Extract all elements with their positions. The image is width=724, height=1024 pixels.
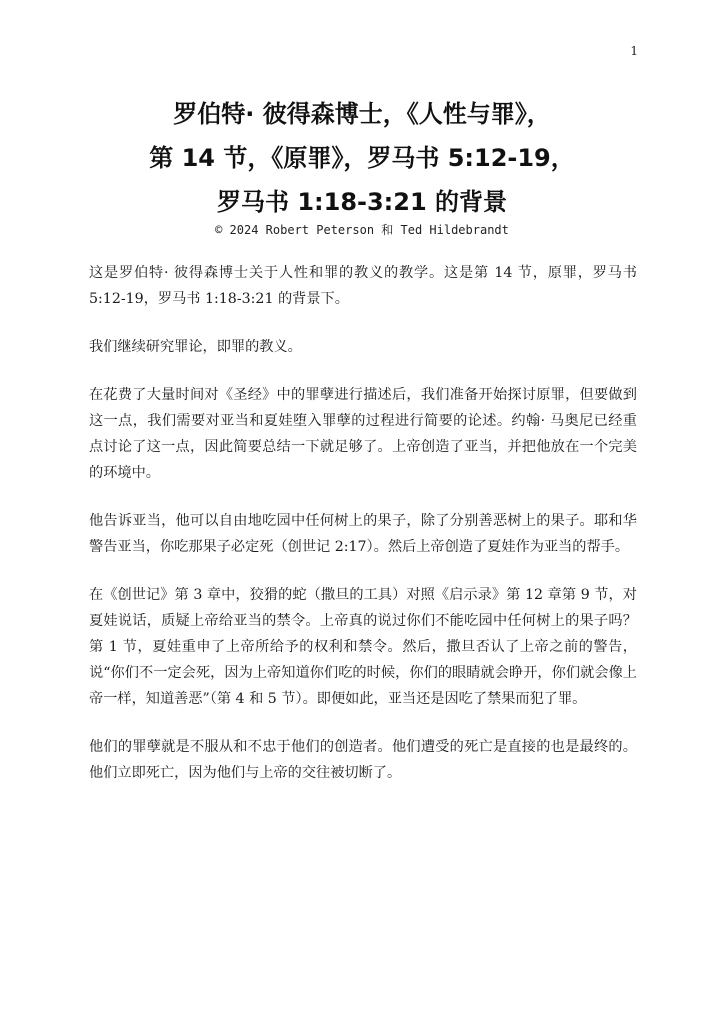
- paragraph-intro: 这是罗伯特· 彼得森博士关于人性和罪的教义的教学。这是第 14 节，原罪，罗马书 5:12-19，罗马书 1:18-3:21 的背景下。: [89, 265, 637, 307]
- title-line-3: 罗马书 1:18-3:21 的背景: [216, 188, 508, 216]
- copyright-line: © 2024 Robert Peterson 和 Ted Hildebrandt: [215, 223, 509, 237]
- paragraph-continue: 我们继续研究罪论，即罪的教义。: [89, 339, 302, 355]
- title-line-1: 罗伯特· 彼得森博士，《人性与罪》，: [173, 100, 551, 128]
- paragraph-temptation: 在《创世记》第 3 章中，狡猾的蛇（撒旦的工具）对照《启示录》第 12 章第 9 节，对夏娃说话，质疑上帝给亚当的禁令。上帝真的说过你们不能吃园中任何树上的果子吗？第 1 节，夏娃重申了上帝所给予的权利和禁令。然后，撒旦否认了上帝之前的警告，说“你们不一定会死，因为上帝知道你们吃的时候，你们的眼睛就会睁开，你们就会像上帝一样，知道善恶”（第 4 和 5 节）。即便如此，亚当还是因吃了禁果而犯了罪。: [89, 587, 637, 707]
- paragraph-consequence: 他们的罪孽就是不服从和不忠于他们的创造者。他们遭受的死亡是直接的也是最终的。他们立即死亡，因为他们与上帝的交往被切断了。: [89, 739, 637, 781]
- paragraph-fall-overview: 在花费了大量时间对《圣经》中的罪孽进行描述后，我们准备开始探讨原罪，但要做到这一点，我们需要对亚当和夏娃堕入罪孽的过程进行简要的论述。约翰· 马奥尼已经重点讨论了这一点，因此简要总结一下就足够了。上帝创造了亚当，并把他放在一个完美的环境中。: [89, 387, 637, 481]
- title-line-2: 第 14 节，《原罪》，罗马书 5:12-19，: [149, 144, 575, 172]
- paragraph-command: 他告诉亚当，他可以自由地吃园中任何树上的果子，除了分别善恶树上的果子。耶和华警告亚当，你吃那果子必定死（创世记 2:17）。然后上帝创造了夏娃作为亚当的帮手。: [89, 513, 637, 555]
- document-body: [89, 260, 637, 808]
- document-title: [60, 92, 664, 224]
- page-number: 1: [630, 44, 638, 58]
